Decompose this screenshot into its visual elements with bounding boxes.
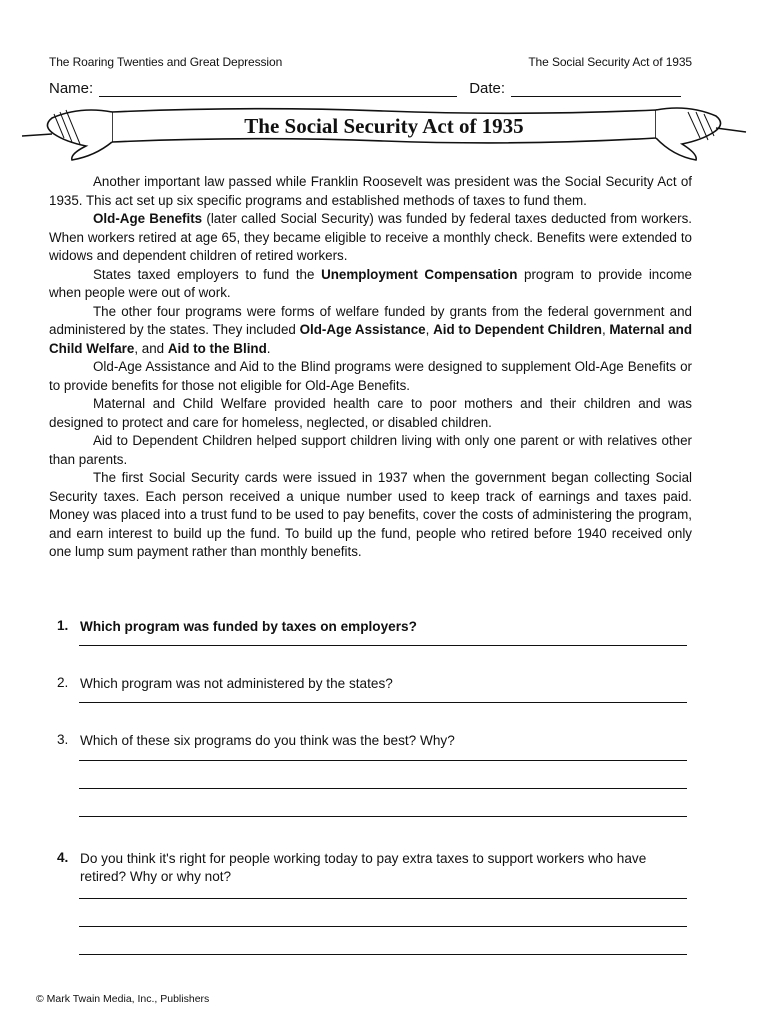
question-text: Do you think it's right for people working today to pay extra taxes to support workers who have retired? Why or why not?: [80, 851, 647, 884]
passage-paragraph: [49, 210, 692, 266]
question-number: 1.: [57, 618, 69, 633]
passage-text: The first Social Security cards were issued in 1937 when the government began collecting Social Security taxes. Each person received a unique number used to keep track of earnings and taxes paid. Money was placed into a trust fund to be used to pay benefits, cover the costs of administering the program, and earn interest to build up the fund. To build up the fund, people who retired before 1940 received only one lump sum payment rather than monthly benefits.: [49, 470, 692, 559]
answer-line[interactable]: [79, 760, 687, 761]
passage-text: Maternal and Child Welfare provided health care to poor mothers and their children and was designed to protect and care for homeless, neglected, or disabled children.: [49, 396, 692, 430]
passage-text: program to provide income when people were out of work.: [49, 266, 692, 300]
name-field[interactable]: [99, 83, 457, 97]
key-term: Old-Age Assistance: [299, 322, 426, 337]
passage-paragraph: [49, 395, 692, 432]
passage-text: Old-Age Assistance and Aid to the Blind programs were designed to supplement Old-Age Benefits or to provide benefits for those not eligible for Old-Age Benefits.: [49, 359, 692, 393]
unit-title: The Roaring Twenties and Great Depression: [49, 55, 283, 69]
question-number: 4.: [57, 850, 69, 865]
key-term: Aid to Dependent Children: [433, 322, 602, 337]
passage-text: Aid to Dependent Children helped support children living with only one parent or with relatives other than parents.: [49, 433, 692, 467]
question-number: 3.: [57, 732, 69, 747]
answer-line[interactable]: [79, 788, 687, 789]
question-text: Which program was not administered by the states?: [80, 676, 393, 691]
answer-line[interactable]: [79, 702, 687, 703]
key-term: Unemployment Compensation: [321, 266, 518, 282]
page-header: [49, 55, 692, 69]
passage-paragraph: [49, 266, 692, 303]
passage-paragraph: [49, 358, 692, 395]
question-text: Which program was funded by taxes on employers?: [80, 619, 417, 634]
name-label: Name:: [49, 80, 94, 97]
passage-text: The other four programs were forms of welfare funded by grants from the federal government and administered by the states. They included: [49, 303, 692, 337]
date-field[interactable]: [511, 83, 681, 97]
passage-text: States taxed employers to fund the: [93, 266, 322, 282]
passage-text: , and: [134, 340, 168, 356]
passage-text: Another important law passed while Franklin Roosevelt was president was the Social Security Act of 1935. This act set up six specific programs and established methods of taxes to fund them.: [49, 174, 692, 208]
passage-text: ,: [601, 322, 610, 337]
reading-passage: [49, 173, 692, 562]
passage-paragraph: [49, 303, 692, 359]
worksheet-title: The Social Security Act of 1935: [244, 114, 524, 138]
passage-text: (later called Social Security) was funded by federal taxes deducted from workers. When workers retired at age 65, they became eligible to receive a monthly check. Benefits were extended to widows and dependent children of retired workers.: [49, 211, 693, 263]
passage-text: .: [266, 340, 271, 356]
answer-line[interactable]: [79, 898, 687, 899]
key-term: Old-Age Benefits: [93, 211, 203, 226]
key-term: Maternal and Child Welfare: [49, 322, 692, 356]
answer-line[interactable]: [79, 816, 687, 817]
passage-paragraph: [49, 173, 692, 210]
answer-line[interactable]: [79, 954, 687, 955]
question-number: 2.: [57, 675, 69, 690]
answer-line[interactable]: [79, 645, 687, 646]
passage-paragraph: [49, 469, 692, 562]
passage-text: ,: [425, 322, 434, 337]
copyright-footer: © Mark Twain Media, Inc., Publishers: [36, 993, 210, 1005]
passage-paragraph: [49, 432, 692, 469]
question-text: Which of these six programs do you think was the best? Why?: [80, 733, 455, 748]
lesson-title: The Social Security Act of 1935: [528, 55, 692, 69]
key-term: Aid to the Blind: [167, 340, 267, 356]
name-date-row: [49, 80, 692, 97]
answer-line[interactable]: [79, 926, 687, 927]
date-label: Date:: [469, 80, 506, 97]
